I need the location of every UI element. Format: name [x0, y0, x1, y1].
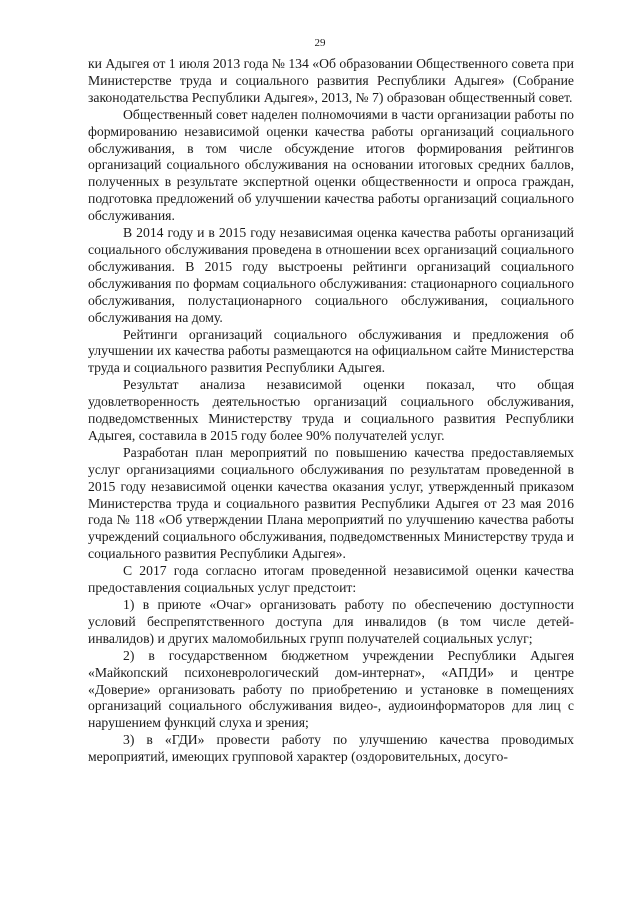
paragraph-assessment-2014-2015: В 2014 году и в 2015 году независимая оценка качества работы организаций социального обслуживания проведена в отношении всех организаций социального обслуживания. В 2015 году выстроены рейтинги организаций социального обслуживания по формам социального обслуживания: стационарного социального обслуживания, полустационарного социального обслуживания, социального обслуживания на дому.: [88, 225, 574, 325]
list-item-task-3: 3) в «ГДИ» провести работу по улучшению качества проводимых мероприятий, имеющих групповой характер (оздоровительных, досуго-: [88, 732, 574, 765]
paragraph-ratings-publication: Рейтинги организаций социального обслуживания и предложения об улучшении их качества работы размещаются на официальном сайте Министерства труда и социального развития Республики Адыгея.: [88, 326, 574, 376]
document-body: [88, 56, 574, 766]
paragraph-council-decree-continuation: ки Адыгея от 1 июля 2013 года № 134 «Об образовании Общественного совета при Министерстве труда и социального развития Республики Адыгея» (Собрание законодательства Республики Адыгея», 2013, № 7) образован общественный совет.: [88, 56, 574, 105]
paragraph-improvement-plan: Разработан план мероприятий по повышению качества предоставляемых услуг организациями социального обслуживания по результатам проведенной в 2015 году независимой оценки качества оказания услуг, утвержденный приказом Министерства труда и социального развития Республики Адыгея от 23 мая 2016 года № 118 «Об утверждении Плана мероприятий по улучшению качества работы учреждений социального обслуживания, подведомственных Министерству труда и социального развития Республики Адыгея».: [88, 444, 574, 562]
paragraph-analysis-result: Результат анализа независимой оценки показал, что общая удовлетворенность деятельностью организаций социального обслуживания, подведомственных Министерству труда и социального развития Республики Адыгея, составила в 2015 году более 90% получателей услуг.: [88, 377, 574, 443]
paragraph-tasks-2017-intro: С 2017 года согласно итогам проведенной независимой оценки качества предоставления социальных услуг предстоит:: [88, 563, 574, 596]
list-item-task-2: 2) в государственном бюджетном учреждении Республики Адыгея «Майкопский психоневрологический дом-интернат», «АПДИ» и центре «Доверие» организовать работу по приобретению и установке в помещениях организаций социального обслуживания видео-, аудиоинформаторов для лиц с нарушением функций слуха и зрения;: [88, 647, 574, 731]
paragraph-council-powers: Общественный совет наделен полномочиями в части организации работы по формированию независимой оценки качества работы организаций социального обслуживания, в том числе обсуждение итогов формирования рейтингов организаций социального обслуживания на основании итоговых средних баллов, полученных в результате экспертной оценки общественности и опроса граждан, подготовка предложений об улучшении качества работы организаций социального обслуживания.: [88, 106, 574, 224]
list-item-task-1: 1) в приюте «Очаг» организовать работу по обеспечению доступности условий беспрепятственного доступа для инвалидов (в том числе детей-инвалидов) и других маломобильных групп получателей социальных услуг;: [88, 597, 574, 646]
page-number: 29: [314, 37, 326, 49]
